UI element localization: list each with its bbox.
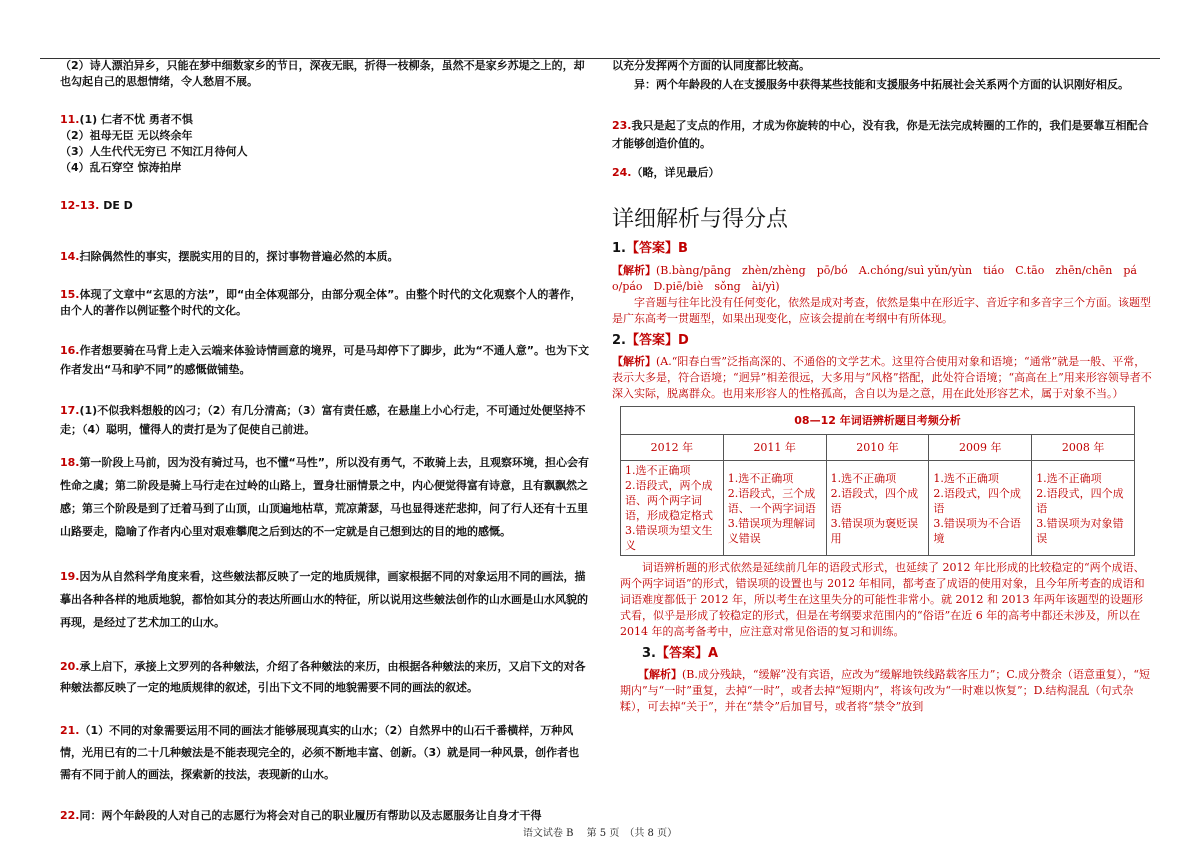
answer-10-2: （2）诗人漂泊异乡，只能在梦中细数家乡的节日，深夜无眠，折得一枝柳条，虽然不是家乡苏堤之上的，却也勾起自己的思想情绪，令人愁眉不展。 (60, 59, 585, 88)
answer-21: 21.（1）不同的对象需要运用不同的画法才能够展现真实的山水；（2）自然界中的山石千番横样，万种风情，光用已有的二十几种皴法是不能表现完全的，必须不断地丰富、创新。（3）就是同一种风景，创作者也需有不同于前人的画法，探索新的技法，表现新的山水。 (60, 724, 580, 781)
answer-16: 16.作者想要骑在马背上走入云端来体验诗情画意的境界，可是马却停下了脚步，此为“不通人意”。也为下文作者发出“马和驴不同”的感慨做铺垫。 (60, 344, 589, 376)
answer-24: 24.（略，详见最后） (612, 166, 720, 179)
explanation-2: 【解析】(A.“阳春白雪”泛指高深的、不通俗的文学艺术。这里符合使用对象和语境；“通常”就是一般、平常，表示大多是，符合语境；“迥异”相差很远，大多用与“风格”搭配，此处符合语境；“高高在上”用来形容领导者不深入实际，脱离群众。也用来形容人的性格孤高，含自以为是之意，用在此处形容艺术，属于对象不当。） (612, 355, 1152, 400)
frequency-table (620, 406, 1135, 556)
table-cell: 1.选不正确项 2.语段式，两个成语、两个两字词语，形成稳定格式 3.错误项为望文生义 (621, 461, 724, 556)
answer-key-3: 3.【答案】A (642, 646, 719, 661)
table-header-cell: 2008 年 (1032, 435, 1135, 461)
page-footer: 语文试卷 B 第 5 页 （共 8 页） (522, 828, 678, 839)
answer-key-1: 1.【答案】B (612, 241, 688, 256)
table-title: 08—12 年词语辨析题目考频分析 (621, 407, 1135, 435)
answer-17: 17.(1)不似我料想般的凶刁；（2）有几分清高；（3）富有责任感，在悬崖上小心行走，不可通过处便坚持不走；（4）聪明，懂得人的责打是为了促使自己前进。 (60, 404, 586, 436)
table-header-cell: 2010 年 (826, 435, 929, 461)
answer-23: 23.我只是起了支点的作用，才成为你旋转的中心，没有我，你是无法完成转圈的工作的，我们是要靠互相配合才能够创造价值的。 (612, 119, 1149, 150)
table-cell: 1.选不正确项 2.语段式，四个成语 3.错误项为褒贬误用 (826, 461, 929, 556)
answer-key-2: 2.【答案】D (612, 333, 689, 348)
section-heading: 详细解析与得分点 (612, 207, 789, 232)
answer-22-continued: 以充分发挥两个方面的认同度都比较高。 (612, 59, 810, 72)
table-header-cell: 2012 年 (621, 435, 724, 461)
answer-14: 14.扫除偶然性的事实，摆脱实用的目的，探讨事物普遍必然的本质。 (60, 250, 399, 263)
left-column (60, 58, 590, 824)
answer-22: 22.同：两个年龄段的人对自己的志愿行为将会对自己的职业履历有帮助以及志愿服务让自身才干得 (60, 809, 542, 822)
explanation-3: 【解析】(B.成分残缺，“缓解”没有宾语，应改为“缓解地铁线路载客压力”；C.成分赘余（语意重复），“短期内”与“一时”重复，去掉“一时”，或者去掉“短期内”，将该句改为“一时难以恢复”；D.结构混乱（句式杂糅），可去掉“关于”，并在“禁令”后加冒号，或者将“禁令”放到 (620, 668, 1151, 713)
explanation-1: 【解析】(B.bàng/pāng zhèn/zhèng pō/bó A.chóng/suì yǔn/yùn tiáo C.tāo zhēn/chēn pá o/páo D.piē/biè sǒng ài/yì) (612, 264, 1148, 293)
answer-11: 11.(1) 仁者不忧 勇者不惧 （2）祖母无臣 无以终余年 （3）人生代代无穷已 不知江月待何人 （4）乱石穿空 惊涛拍岸 (60, 113, 248, 174)
answer-15: 15.体现了文章中“玄思的方法”，即“由全体观部分，由部分观全体”。由整个时代的文化观察个人的著作，由个人的著作以例证整个时代的文化。 (60, 288, 582, 317)
answer-12-13: 12-13. DE D (60, 199, 133, 212)
table-cell: 1.选不正确项 2.语段式，四个成语 3.错误项为对象错误 (1032, 461, 1135, 556)
right-column (612, 58, 1152, 715)
table-cell: 1.选不正确项 2.语段式，四个成语 3.错误项为不合语境 (929, 461, 1032, 556)
answer-18: 18.第一阶段上马前，因为没有骑过马，也不懂“马性”，所以没有勇气，不敢骑上去，且观察环境，担心会有性命之虞；第二阶段是骑上马行走在过岭的山路上，置身壮丽情景之中，内心便觉得富有诗意，且有飘飘然之感；第三个阶段是到了迁着马到了山顶，山顶遍地枯草，荒凉萧瑟，马也显得迷茫悲抑，问了行人还有十五里山路要走，隐喻了作者内心里对艰难攀爬之后到达的不一定就是自己想到达的目的地的感慨。 (60, 456, 589, 538)
table-header-cell: 2009 年 (929, 435, 1032, 461)
table-header-cell: 2011 年 (723, 435, 826, 461)
answer-20: 20.承上启下，承接上文罗列的各种皴法，介绍了各种皴法的来历，由根据各种皴法的来历，又启下文的对各种皴法都反映了一定的地质规律的叙述，引出下文不同的地貌需要不同的画法的叙述。 (60, 660, 586, 694)
answer-19: 19.因为从自然科学角度来看，这些皴法都反映了一定的地质规律，画家根据不同的对象运用不同的画法，描摹出各种各样的地质地貌，都恰如其分的表达所画山水的特征，所以说用这些皴法创作的山水画是山水风貌的再现，是经过了艺术加工的山水。 (60, 570, 588, 629)
question-number: 11. (60, 113, 80, 126)
explanation-2-note: 词语辨析题的形式依然是延续前几年的语段式形式，也延续了 2012 年比形成的比较稳定的“两个成语、两个两字词语”的形式，错误项的设置也与 2012 年相同，都考查了成语的使用对象，且今年所考查的成语和词语难度都低于 2012 年，所以考生在这里失分的可能性非常小。就 2012 和 2013 年两年该题型的设题形式看，似乎是形成了较稳定的形式，但是在考纲要求范围内的“俗语”在近 6 年的高考中都还未涉及，所以在 2014 年的高考备考中，应注意对常见俗语的复习和训练。 (620, 561, 1145, 638)
explanation-1-note: 字音题与往年比没有任何变化，依然是成对考查，依然是集中在形近字、音近字和多音字三个方面。该题型是广东高考一贯题型，如果出现变化，应该会提前在考纲中有所体现。 (612, 296, 1151, 325)
table-cell: 1.选不正确项 2.语段式，三个成语、一个两字词语 3.错误项为理解词义错误 (723, 461, 826, 556)
answer-22-difference: 异：两个年龄段的人在支援服务中获得某些技能和支援服务中拓展社会关系两个方面的认识刚好相反。 (634, 78, 1129, 91)
